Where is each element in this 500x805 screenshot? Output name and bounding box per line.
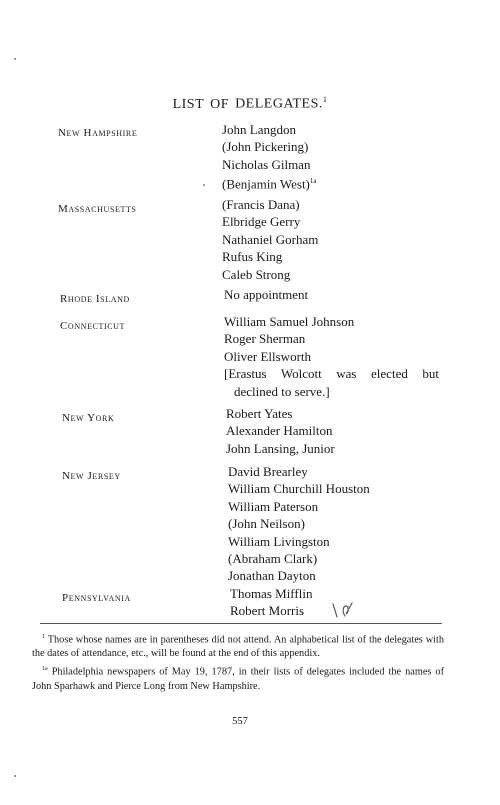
- delegate-list-pennsylvania: [230, 585, 312, 620]
- delegate-name: Rufus King: [222, 249, 283, 265]
- footnote-mark: 1a: [42, 666, 48, 673]
- delegate-name: Alexander Hamilton: [226, 423, 333, 439]
- delegate-name: (Abraham Clark): [228, 551, 318, 567]
- state-label-new-york: New York: [62, 412, 115, 424]
- scan-speck: [14, 775, 16, 777]
- delegate-name: Oliver Ellsworth: [224, 348, 312, 364]
- bracket-note-continuation: declined to serve.]: [234, 383, 330, 399]
- delegate-list-new-hampshire: [222, 121, 317, 193]
- delegate-name: (Benjamin West): [222, 176, 310, 192]
- page-title: [0, 95, 500, 113]
- footnote: [32, 662, 444, 693]
- delegate-name: John Langdon: [222, 122, 297, 137]
- delegate-name: Caleb Strong: [222, 266, 291, 282]
- delegate-name: Robert Morris: [230, 603, 305, 619]
- delegate-name: William Churchill Houston: [228, 481, 370, 497]
- state-label-connecticut: Connecticut: [60, 320, 126, 332]
- delegate-name: Nicholas Gilman: [222, 156, 311, 172]
- appointment-note: No appointment: [224, 287, 309, 302]
- state-label-massachusetts: Massachusetts: [58, 203, 137, 215]
- delegate-name: Roger Sherman: [224, 331, 306, 347]
- delegate-name: William Livingston: [228, 533, 330, 549]
- footnote-mark: 1a: [309, 177, 317, 186]
- delegate-list-new-york: [226, 405, 335, 457]
- state-label-pennsylvania: Pennsylvania: [62, 592, 131, 604]
- page-number: 557: [232, 716, 248, 727]
- bracket-note-line: [Erastus Wolcott was elected but: [224, 366, 439, 382]
- delegate-name: William Paterson: [228, 498, 319, 514]
- title-word-of: OF: [210, 96, 230, 112]
- title-footnote-mark: 1: [322, 95, 328, 104]
- state-label-new-hampshire: New Hampshire: [58, 127, 138, 139]
- delegate-name: William Samuel Johnson: [224, 314, 355, 329]
- delegate-name: Nathaniel Gorham: [222, 231, 319, 247]
- delegate-name: Thomas Mifflin: [230, 586, 313, 601]
- delegate-name: Robert Yates: [226, 406, 293, 421]
- scan-speck: [14, 58, 16, 60]
- delegate-list-rhode-island: [224, 286, 308, 303]
- title-word-list: LIST: [172, 96, 205, 112]
- delegate-name: (John Neilson): [228, 516, 305, 532]
- footnote: [32, 630, 444, 661]
- title-word-delegates: DELEGATES.: [235, 96, 323, 112]
- delegate-name: David Brearley: [228, 464, 308, 479]
- delegate-list-massachusetts: [222, 196, 318, 283]
- delegate-name: (John Pickering): [222, 139, 309, 155]
- footnote-divider: [40, 623, 442, 624]
- footnote-mark: 1: [42, 634, 45, 640]
- delegate-name: John Lansing, Junior: [226, 440, 335, 456]
- state-label-rhode-island: Rhode Island: [60, 293, 130, 305]
- delegate-name-with-note: [222, 173, 317, 193]
- handwritten-mark: [330, 600, 358, 620]
- footnotes: [32, 630, 444, 695]
- delegate-list-new-jersey: [228, 463, 370, 585]
- state-label-new-jersey: New Jersey: [62, 470, 121, 482]
- delegate-name: Jonathan Dayton: [228, 568, 316, 584]
- scan-speck: [203, 184, 205, 186]
- delegate-list-connecticut: [224, 313, 439, 400]
- delegate-name: (Francis Dana): [222, 197, 300, 212]
- footnote-text: Those whose names are in parentheses did not attend. An alphabetical list of the delegates with the dates of attendance, etc., will be found at the end of this appendix.: [32, 634, 444, 660]
- footnote-text: Philadelphia newspapers of May 19, 1787, in their lists of delegates included the names of John Sparhawk and Pierce Long from New Hampshire.: [32, 666, 444, 692]
- delegate-name: Elbridge Gerry: [222, 214, 301, 230]
